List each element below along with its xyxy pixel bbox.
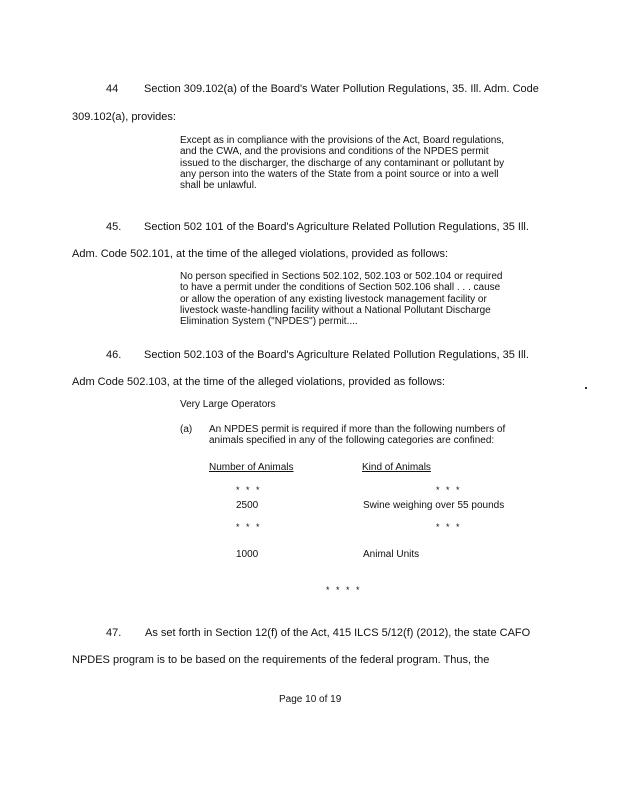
- paragraph-45-number: 45.: [106, 221, 122, 233]
- quote-line: No person specified in Sections 502.102, 502.103 or 502.104 or required: [180, 271, 503, 282]
- very-large-operators-heading: Very Large Operators: [180, 399, 276, 410]
- table-row-2-kind: Animal Units: [363, 549, 420, 560]
- quote-line: to have a permit under the conditions of Section 502.106 shall . . . cause: [180, 282, 501, 294]
- quote-line: issued to the discharger, the discharge of any contaminant or pollutant by: [180, 157, 505, 169]
- item-a-label: (a): [180, 424, 193, 435]
- paragraph-45-line-2: Adm. Code 502.101, at the time of the alleged violations, provided as follows:: [72, 248, 449, 260]
- quote-line: shall be unlawful.: [180, 180, 257, 192]
- table-stars-right: * * *: [436, 522, 462, 532]
- quote-line: livestock waste-handling facility without a National Pollutant Discharge: [180, 304, 491, 316]
- table-stars-left: * * *: [236, 522, 262, 532]
- paragraph-45-block-quote: [180, 271, 544, 327]
- table-row-1-kind: Swine weighing over 55 pounds: [363, 500, 505, 511]
- page-number-footer: Page 10 of 19: [279, 694, 342, 705]
- paragraph-47-line-1: As set forth in Section 12(f) of the Act, 415 ILCS 5/12(f) (2012), the state CAFO: [145, 627, 531, 639]
- table-stars-left: * * *: [236, 485, 262, 495]
- paragraph-44-line-2: 309.102(a), provides:: [72, 111, 176, 123]
- quote-line: Except as in compliance with the provisions of the Act, Board regulations,: [180, 135, 505, 146]
- scan-speck: [585, 387, 587, 389]
- table-header-number-of-animals: Number of Animals: [209, 462, 294, 473]
- quote-line: and the CWA, and the provisions and conditions of the NPDES permit: [180, 146, 489, 158]
- item-line: An NPDES permit is required if more than the following numbers of: [209, 424, 506, 435]
- paragraph-46-line-2: Adm Code 502.103, at the time of the alleged violations, provided as follows:: [72, 376, 446, 388]
- paragraph-45-line-1: Section 502 101 of the Board's Agriculture Related Pollution Regulations, 35 Ill.: [144, 221, 529, 233]
- table-stars-right: * * *: [436, 485, 462, 495]
- paragraph-46-line-1: Section 502.103 of the Board's Agriculture Related Pollution Regulations, 35 Ill.: [144, 349, 529, 361]
- table-row-2-number: 1000: [236, 549, 259, 560]
- quote-line: Elimination System ("NPDES") permit....: [180, 316, 358, 328]
- paragraph-47-number: 47.: [106, 627, 122, 639]
- quote-line: any person into the waters of the State from a point source or into a well: [180, 168, 499, 180]
- paragraph-46-number: 46.: [106, 349, 122, 361]
- item-a-text: [209, 424, 544, 447]
- paragraph-44-line-1: Section 309.102(a) of the Board's Water Pollution Regulations, 35. Ill. Adm. Code: [144, 83, 539, 95]
- paragraph-44-block-quote: [180, 135, 544, 191]
- item-line: animals specified in any of the following categories are confined:: [209, 435, 495, 447]
- paragraph-44-number: 44: [106, 83, 119, 95]
- paragraph-47-line-2: NPDES program is to be based on the requirements of the federal program. Thus, the: [72, 654, 490, 666]
- quote-line: or allow the operation of any existing livestock management facility or: [180, 293, 487, 305]
- table-row-1-number: 2500: [236, 500, 259, 511]
- omission-ellipsis: * * * *: [326, 585, 362, 595]
- table-header-kind-of-animals: Kind of Animals: [362, 462, 431, 473]
